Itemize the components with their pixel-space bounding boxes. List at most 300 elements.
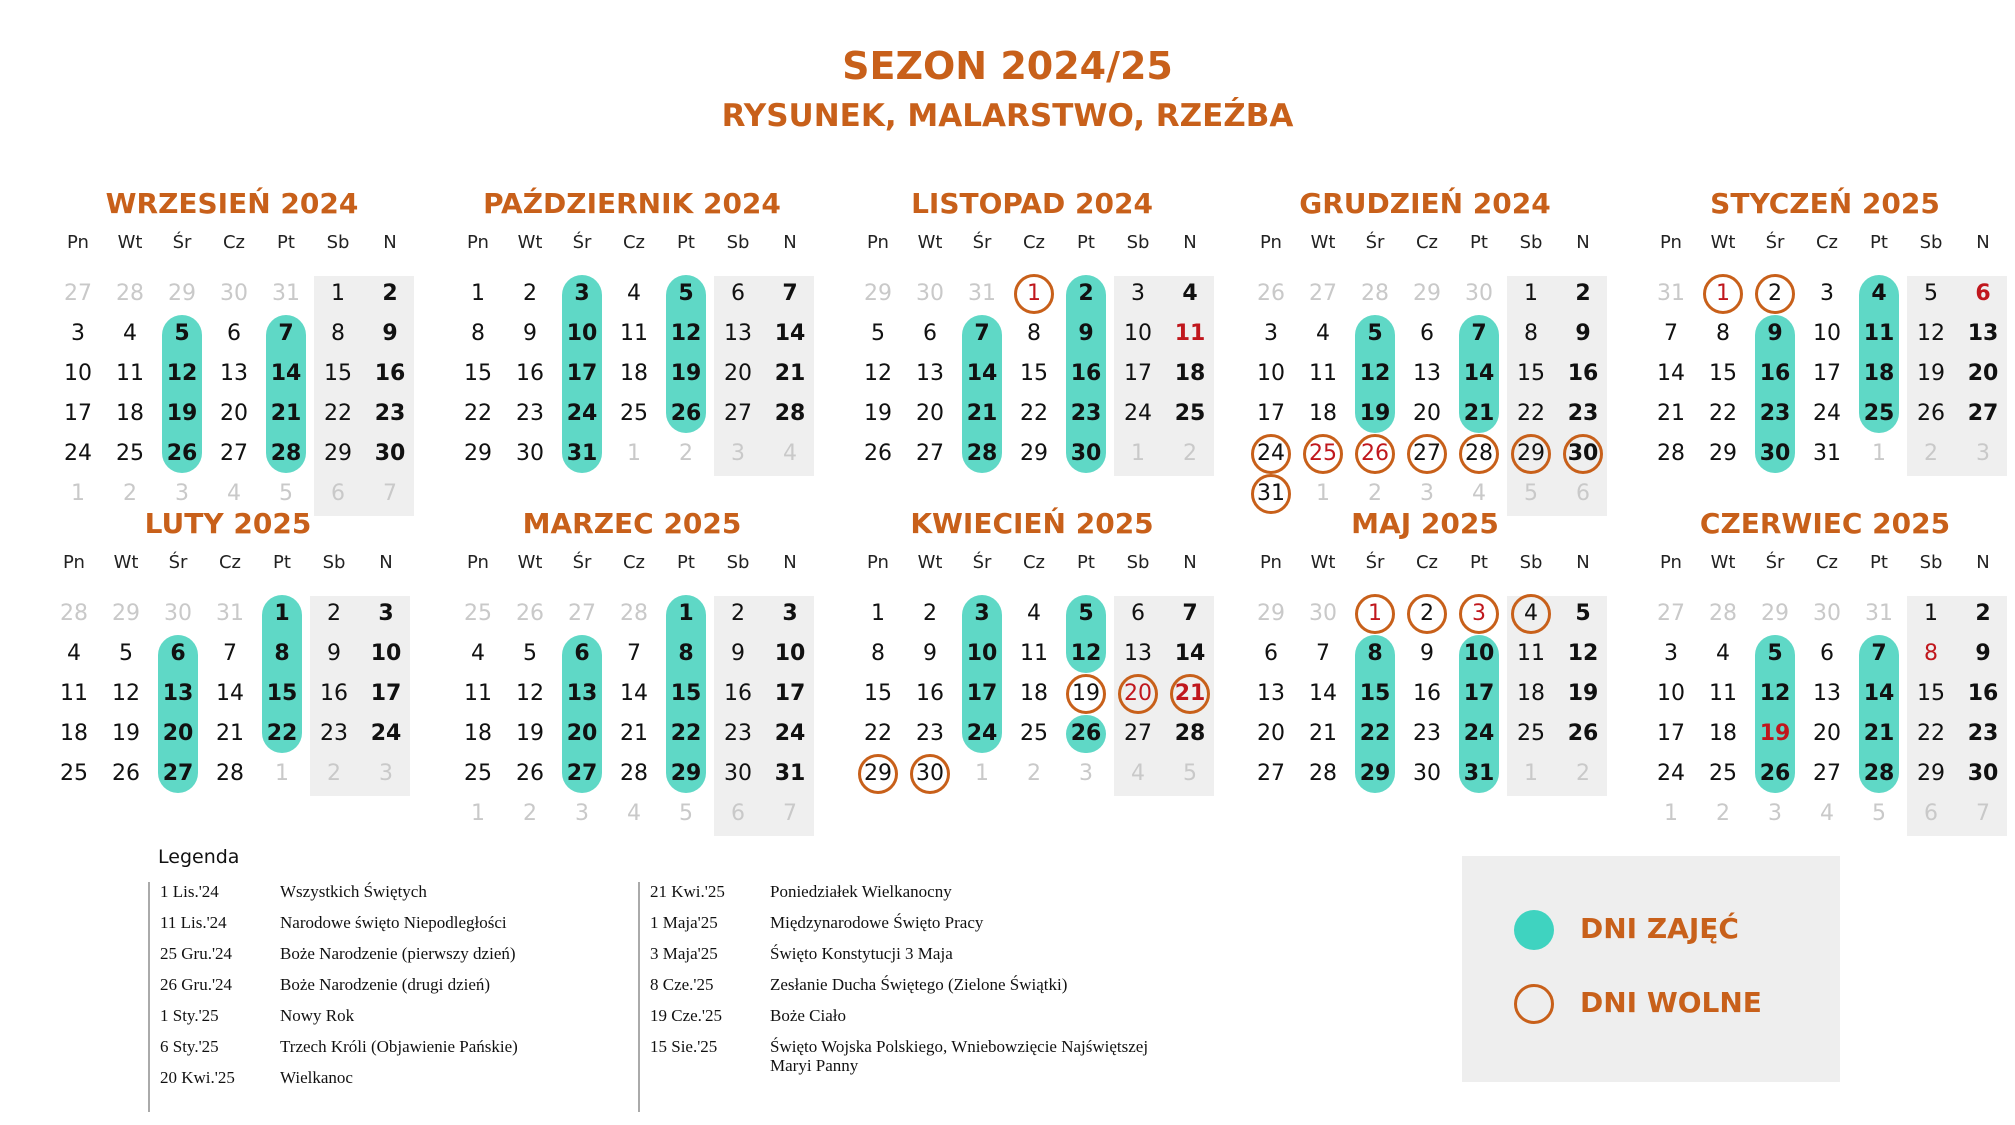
day-cell: 29 xyxy=(1709,441,1737,466)
day-cell: 19 xyxy=(166,401,198,426)
day-cell: 19 xyxy=(1567,681,1599,706)
day-cell: 25 xyxy=(1174,401,1206,426)
day-cell: 20 xyxy=(220,401,248,426)
day-cell: 31 xyxy=(216,601,244,626)
month-name: LUTY 2025 xyxy=(144,507,312,540)
day-cell: 3 xyxy=(1976,441,1990,466)
day-cell: 16 xyxy=(1567,361,1599,386)
day-cell: 27 xyxy=(916,441,944,466)
day-cell: 24 xyxy=(1257,441,1285,466)
month-5 xyxy=(8,507,448,826)
day-cell: 10 xyxy=(370,641,402,666)
day-cell: 7 xyxy=(1471,321,1487,346)
day-cell: 29 xyxy=(1359,761,1391,786)
day-cell: 13 xyxy=(566,681,598,706)
weekday-header: Sb xyxy=(1126,232,1150,253)
day-cell: 20 xyxy=(1813,721,1841,746)
day-cell: 1 xyxy=(678,601,694,626)
day-cell: 4 xyxy=(67,641,81,666)
day-cell: 1 xyxy=(275,761,289,786)
weekday-header: Śr xyxy=(572,552,592,573)
day-cell: 7 xyxy=(1976,801,1990,826)
weekday-header: N xyxy=(783,232,797,253)
month-name: WRZESIEŃ 2024 xyxy=(105,187,359,220)
day-cell: 18 xyxy=(1709,721,1737,746)
day-cell: 1 xyxy=(1316,481,1330,506)
day-cell: 25 xyxy=(1020,721,1048,746)
day-cell: 13 xyxy=(1967,321,1999,346)
day-cell: 3 xyxy=(782,601,798,626)
day-cell: 22 xyxy=(1517,401,1545,426)
day-cell: 6 xyxy=(1131,601,1145,626)
day-cell: 31 xyxy=(774,761,806,786)
day-cell: 10 xyxy=(1257,361,1285,386)
day-cell: 30 xyxy=(1567,441,1599,466)
day-cell: 29 xyxy=(464,441,492,466)
legend-date: 19 Cze.'25 xyxy=(650,1006,722,1025)
day-cell: 27 xyxy=(1309,281,1337,306)
day-cell: 2 xyxy=(327,761,341,786)
day-cell: 21 xyxy=(1309,721,1337,746)
day-cell: 12 xyxy=(1359,361,1391,386)
day-cell: 27 xyxy=(566,761,598,786)
legend-holiday-name: Wszystkich Świętych xyxy=(280,882,427,901)
day-cell: 7 xyxy=(782,281,798,306)
day-cell: 9 xyxy=(1078,321,1094,346)
day-cell: 1 xyxy=(1368,601,1382,626)
day-cell: 5 xyxy=(1078,601,1094,626)
day-cell: 4 xyxy=(227,481,241,506)
day-cell: 2 xyxy=(523,801,537,826)
day-cell: 22 xyxy=(324,401,352,426)
day-cell: 13 xyxy=(162,681,194,706)
day-cell: 2 xyxy=(1576,761,1590,786)
day-cell: 9 xyxy=(327,641,341,666)
day-cell: 13 xyxy=(724,321,752,346)
day-cell: 14 xyxy=(1863,681,1895,706)
day-cell: 3 xyxy=(1420,481,1434,506)
month-0 xyxy=(12,187,452,506)
day-cell: 25 xyxy=(60,761,88,786)
day-cell: 11 xyxy=(620,321,648,346)
day-cell: 18 xyxy=(116,401,144,426)
day-cell: 16 xyxy=(1967,681,1999,706)
day-cell: 24 xyxy=(566,401,598,426)
day-cell: 8 xyxy=(1367,641,1383,666)
day-cell: 20 xyxy=(1257,721,1285,746)
day-cell: 22 xyxy=(266,721,298,746)
day-cell: 3 xyxy=(1131,281,1145,306)
weekday-header: Cz xyxy=(1022,232,1046,253)
weekday-header: Pt xyxy=(677,552,695,573)
day-cell: 3 xyxy=(378,601,394,626)
day-cell: 22 xyxy=(670,721,702,746)
day-cell: 5 xyxy=(1575,601,1591,626)
weekday-header: Pn xyxy=(67,232,89,253)
day-cell: 17 xyxy=(566,361,598,386)
day-cell: 27 xyxy=(1967,401,1999,426)
day-cell: 6 xyxy=(923,321,937,346)
month-8 xyxy=(1205,507,1645,826)
day-cell: 22 xyxy=(1709,401,1737,426)
day-cell: 20 xyxy=(566,721,598,746)
day-cell: 15 xyxy=(670,681,702,706)
weekday-header: Pn xyxy=(1260,552,1282,573)
weekday-header: Pn xyxy=(467,552,489,573)
day-cell: 2 xyxy=(1768,281,1782,306)
day-cell: 7 xyxy=(383,481,397,506)
day-cell: 23 xyxy=(320,721,348,746)
day-cell: 17 xyxy=(774,681,806,706)
day-cell: 3 xyxy=(1820,281,1834,306)
month-name: KWIECIEŃ 2025 xyxy=(910,507,1154,540)
month-2 xyxy=(812,187,1252,506)
day-cell: 7 xyxy=(1664,321,1678,346)
day-cell: 26 xyxy=(1917,401,1945,426)
day-cell: 27 xyxy=(1413,441,1441,466)
day-cell: 28 xyxy=(620,601,648,626)
day-cell: 1 xyxy=(471,801,485,826)
month-name: LISTOPAD 2024 xyxy=(911,187,1153,220)
weekday-header: N xyxy=(1576,232,1590,253)
weekday-header: Cz xyxy=(1415,552,1439,573)
day-cell: 30 xyxy=(724,761,752,786)
day-cell: 29 xyxy=(168,281,196,306)
weekday-header: N xyxy=(383,232,397,253)
free-day-circle xyxy=(1459,594,1499,634)
legend-date: 21 Kwi.'25 xyxy=(650,882,725,901)
day-cell: 3 xyxy=(974,601,990,626)
day-cell: 21 xyxy=(774,361,806,386)
weekday-header: Pt xyxy=(1870,552,1888,573)
legend-holiday-name: Nowy Rok xyxy=(280,1006,355,1025)
day-cell: 31 xyxy=(272,281,300,306)
day-cell: 28 xyxy=(1309,761,1337,786)
legend-holiday-name: Wielkanoc xyxy=(280,1068,353,1087)
day-cell: 3 xyxy=(575,801,589,826)
weekday-header: Sb xyxy=(1919,552,1943,573)
day-cell: 24 xyxy=(64,441,92,466)
day-cell: 6 xyxy=(574,641,590,666)
day-cell: 3 xyxy=(731,441,745,466)
day-cell: 19 xyxy=(516,721,544,746)
month-4 xyxy=(1605,187,2015,506)
weekday-header: Sb xyxy=(322,552,346,573)
legend-holiday-name: Boże Narodzenie (drugi dzień) xyxy=(280,975,491,994)
day-cell: 17 xyxy=(1257,401,1285,426)
day-cell: 17 xyxy=(1657,721,1685,746)
legend-date: 1 Sty.'25 xyxy=(160,1006,219,1025)
day-cell: 1 xyxy=(471,281,485,306)
month-name: STYCZEŃ 2025 xyxy=(1710,187,1940,220)
day-cell: 17 xyxy=(966,681,998,706)
day-cell: 30 xyxy=(164,601,192,626)
legend-column-left xyxy=(148,882,518,1112)
day-cell: 12 xyxy=(864,361,892,386)
day-cell: 23 xyxy=(1759,401,1791,426)
day-cell: 22 xyxy=(1917,721,1945,746)
day-cell: 27 xyxy=(1657,601,1685,626)
day-cell: 31 xyxy=(968,281,996,306)
weekday-header: Pn xyxy=(467,232,489,253)
weekday-header: Wt xyxy=(117,232,143,253)
day-cell: 2 xyxy=(679,441,693,466)
day-cell: 3 xyxy=(71,321,85,346)
month-3 xyxy=(1205,187,1645,506)
day-cell: 10 xyxy=(1463,641,1495,666)
day-cell: 15 xyxy=(266,681,298,706)
weekday-header: N xyxy=(1976,552,1990,573)
month-7 xyxy=(812,507,1252,826)
free-day-circle xyxy=(1511,434,1551,474)
legend-holiday-name: Boże Ciało xyxy=(770,1006,847,1025)
day-cell: 2 xyxy=(327,601,341,626)
day-cell: 21 xyxy=(216,721,244,746)
weekday-header: N xyxy=(1183,232,1197,253)
day-cell: 8 xyxy=(274,641,290,666)
day-cell: 1 xyxy=(274,601,290,626)
day-cell: 5 xyxy=(1183,761,1197,786)
day-cell: 30 xyxy=(1070,441,1102,466)
legend-date: 26 Gru.'24 xyxy=(160,975,233,994)
day-cell: 4 xyxy=(1472,481,1486,506)
day-cell: 1 xyxy=(871,601,885,626)
weekday-header: Wt xyxy=(917,232,943,253)
weekday-header: Sb xyxy=(1519,552,1543,573)
day-cell: 4 xyxy=(1716,641,1730,666)
free-day-circle xyxy=(1303,434,1343,474)
day-cell: 19 xyxy=(1359,401,1391,426)
weekday-header: Śr xyxy=(1765,232,1785,253)
day-cell: 28 xyxy=(966,441,998,466)
day-cell: 4 xyxy=(1871,281,1887,306)
day-cell: 8 xyxy=(1924,641,1938,666)
day-cell: 6 xyxy=(1420,321,1434,346)
free-day-circle xyxy=(1251,434,1291,474)
day-cell: 25 xyxy=(1709,761,1737,786)
weekday-header: Śr xyxy=(1765,552,1785,573)
day-cell: 12 xyxy=(1759,681,1791,706)
day-cell: 24 xyxy=(1124,401,1152,426)
weekday-header: Wt xyxy=(917,552,943,573)
day-cell: 31 xyxy=(566,441,598,466)
day-cell: 9 xyxy=(1767,321,1783,346)
day-cell: 24 xyxy=(1813,401,1841,426)
day-cell: 18 xyxy=(1863,361,1895,386)
day-cell: 12 xyxy=(1070,641,1102,666)
day-cell: 27 xyxy=(162,761,194,786)
weekday-header: Pn xyxy=(1660,232,1682,253)
class-day-swatch-icon xyxy=(1514,910,1554,950)
day-cell: 30 xyxy=(916,761,944,786)
weekday-header: Cz xyxy=(622,552,646,573)
day-cell: 4 xyxy=(1182,281,1198,306)
day-cell: 2 xyxy=(123,481,137,506)
day-cell: 20 xyxy=(724,361,752,386)
day-cell: 16 xyxy=(916,681,944,706)
day-cell: 12 xyxy=(166,361,198,386)
day-cell: 1 xyxy=(1524,761,1538,786)
day-cell: 6 xyxy=(227,321,241,346)
day-cell: 28 xyxy=(116,281,144,306)
day-cell: 2 xyxy=(1183,441,1197,466)
day-cell: 18 xyxy=(60,721,88,746)
day-cell: 3 xyxy=(574,281,590,306)
day-cell: 13 xyxy=(220,361,248,386)
day-cell: 28 xyxy=(1465,441,1493,466)
day-cell: 29 xyxy=(1917,761,1945,786)
day-cell: 16 xyxy=(374,361,406,386)
day-cell: 1 xyxy=(1716,281,1730,306)
free-day-circle xyxy=(1511,594,1551,634)
weekday-header: Pn xyxy=(867,232,889,253)
day-cell: 11 xyxy=(1174,321,1206,346)
day-cell: 10 xyxy=(64,361,92,386)
legend-holiday-name: Boże Narodzenie (pierwszy dzień) xyxy=(280,944,516,963)
day-cell: 7 xyxy=(974,321,990,346)
day-cell: 6 xyxy=(331,481,345,506)
day-cell: 6 xyxy=(170,641,186,666)
day-cell: 27 xyxy=(64,281,92,306)
day-cell: 27 xyxy=(568,601,596,626)
day-cell: 29 xyxy=(1257,601,1285,626)
day-cell: 26 xyxy=(166,441,198,466)
day-cell: 21 xyxy=(1863,721,1895,746)
day-cell: 2 xyxy=(1716,801,1730,826)
weekday-header: Pt xyxy=(677,232,695,253)
day-cell: 27 xyxy=(1257,761,1285,786)
month-1 xyxy=(412,187,852,506)
free-day-circle-icon xyxy=(1514,984,1554,1024)
legend-holiday-name: Narodowe święto Niepodległości xyxy=(280,913,507,932)
legend-date: 6 Sty.'25 xyxy=(160,1037,219,1056)
weekday-header: Śr xyxy=(172,232,192,253)
legend-date: 25 Gru.'24 xyxy=(160,944,233,963)
day-cell: 15 xyxy=(1517,361,1545,386)
day-cell: 12 xyxy=(670,321,702,346)
month-name: PAŹDZIERNIK 2024 xyxy=(483,187,781,220)
day-cell: 18 xyxy=(1174,361,1206,386)
free-day-circle xyxy=(1563,434,1603,474)
day-cell: 19 xyxy=(670,361,702,386)
day-cell: 9 xyxy=(923,641,937,666)
free-day-circle xyxy=(1014,274,1054,314)
day-cell: 26 xyxy=(1567,721,1599,746)
day-cell: 21 xyxy=(270,401,302,426)
day-cell: 20 xyxy=(162,721,194,746)
day-cell: 7 xyxy=(1316,641,1330,666)
day-cell: 1 xyxy=(627,441,641,466)
day-cell: 5 xyxy=(1872,801,1886,826)
weekday-header: Śr xyxy=(972,232,992,253)
day-cell: 13 xyxy=(1413,361,1441,386)
day-cell: 3 xyxy=(1472,601,1486,626)
month-6 xyxy=(412,507,852,826)
day-cell: 21 xyxy=(620,721,648,746)
day-cell: 26 xyxy=(1759,761,1791,786)
day-cell: 20 xyxy=(1124,681,1152,706)
day-cell: 10 xyxy=(774,641,806,666)
day-cell: 30 xyxy=(1967,761,1999,786)
day-cell: 2 xyxy=(1975,601,1991,626)
month-name: MARZEC 2025 xyxy=(522,507,742,540)
day-cell: 16 xyxy=(516,361,544,386)
day-cell: 12 xyxy=(112,681,140,706)
day-cell: 28 xyxy=(1361,281,1389,306)
day-cell: 1 xyxy=(1027,281,1041,306)
day-cell: 19 xyxy=(864,401,892,426)
day-cell: 13 xyxy=(916,361,944,386)
free-day-circle xyxy=(858,754,898,794)
free-day-circle xyxy=(1355,434,1395,474)
day-cell: 1 xyxy=(1872,441,1886,466)
legend-date: 8 Cze.'25 xyxy=(650,975,714,994)
day-cell: 21 xyxy=(1174,681,1206,706)
key-class-days-label: DNI ZAJĘĆ xyxy=(1580,912,1739,945)
day-cell: 7 xyxy=(223,641,237,666)
day-cell: 25 xyxy=(620,401,648,426)
day-cell: 5 xyxy=(1524,481,1538,506)
day-cell: 15 xyxy=(1359,681,1391,706)
day-cell: 10 xyxy=(1813,321,1841,346)
key-box xyxy=(1462,856,1840,1082)
day-cell: 4 xyxy=(627,281,641,306)
weekday-header: Pt xyxy=(1077,552,1095,573)
day-cell: 29 xyxy=(864,761,892,786)
day-cell: 11 xyxy=(464,681,492,706)
day-cell: 24 xyxy=(1657,761,1685,786)
weekday-header: Pt xyxy=(1470,232,1488,253)
day-cell: 9 xyxy=(382,321,398,346)
day-cell: 15 xyxy=(1709,361,1737,386)
day-cell: 29 xyxy=(864,281,892,306)
day-cell: 11 xyxy=(60,681,88,706)
day-cell: 7 xyxy=(783,801,797,826)
weekday-header: Cz xyxy=(1815,232,1839,253)
day-cell: 8 xyxy=(1716,321,1730,346)
day-cell: 31 xyxy=(1657,281,1685,306)
day-cell: 23 xyxy=(1967,721,1999,746)
day-cell: 10 xyxy=(1657,681,1685,706)
month-name: GRUDZIEŃ 2024 xyxy=(1299,187,1551,220)
day-cell: 22 xyxy=(864,721,892,746)
day-cell: 28 xyxy=(1657,441,1685,466)
day-cell: 4 xyxy=(627,801,641,826)
day-cell: 9 xyxy=(523,321,537,346)
day-cell: 30 xyxy=(1413,761,1441,786)
day-cell: 22 xyxy=(1359,721,1391,746)
day-cell: 15 xyxy=(324,361,352,386)
legend-holiday-name: Zesłanie Ducha Świętego (Zielone Świątki) xyxy=(770,975,1068,994)
day-cell: 26 xyxy=(516,601,544,626)
weekday-header: Wt xyxy=(1310,232,1336,253)
day-cell: 7 xyxy=(278,321,294,346)
weekday-header: Cz xyxy=(1415,232,1439,253)
day-cell: 22 xyxy=(1020,401,1048,426)
day-cell: 4 xyxy=(1316,321,1330,346)
day-cell: 11 xyxy=(1517,641,1545,666)
day-cell: 23 xyxy=(374,401,406,426)
weekday-header: Sb xyxy=(326,232,350,253)
day-cell: 15 xyxy=(864,681,892,706)
day-cell: 23 xyxy=(1567,401,1599,426)
free-day-circle xyxy=(1407,594,1447,634)
day-cell: 14 xyxy=(216,681,244,706)
day-cell: 14 xyxy=(270,361,302,386)
day-cell: 1 xyxy=(331,281,345,306)
legend-holiday-name: Święto Wojska Polskiego, Wniebowzięcie Najświętszej Maryi Panny xyxy=(770,1037,1149,1075)
day-cell: 24 xyxy=(774,721,806,746)
